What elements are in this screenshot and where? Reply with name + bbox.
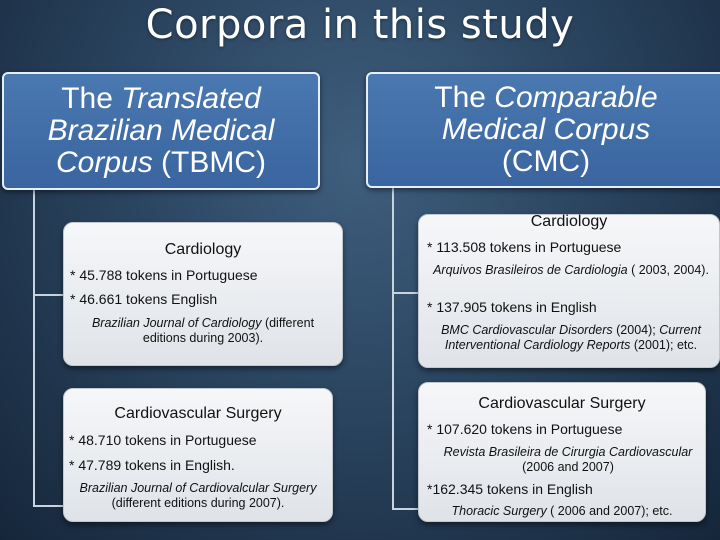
cmc-header-line2: Medical Corpus [441,113,651,146]
tokens-english: * 46.661 tokens English [70,291,218,307]
cmc-header-line3: (CMC) [501,145,591,178]
tokens-english: * 47.789 tokens in English. [69,457,235,473]
connector-line-right-card1 [392,292,418,294]
tbmc-cardiovascular-surgery-card [63,388,333,522]
tokens-portuguese: * 48.710 tokens in Portuguese [69,432,257,448]
cmc-header-box [366,72,720,188]
tokens-portuguese: * 107.620 tokens in Portuguese [427,421,623,437]
tokens-english: *162.345 tokens in English [427,481,593,497]
connector-line-left-card2 [33,505,66,507]
source-journal-english: Thoracic Surgery ( 2006 and 2007); etc. [451,504,673,518]
cmc-header-line1: The Comparable [434,81,658,114]
tbmc-header-line3: Corpus (TBMC) [55,146,267,179]
source-journal-portuguese: Revista Brasileira de Cirurgia Cardiovascular (2006 and 2007) [443,445,693,474]
connector-line-right-card2 [392,508,418,510]
source-journal-english: BMC Cardiovascular Disorders (2004); Current Interventional Cardiology Reports (2001); etc. [441,323,701,352]
card-title: Cardiovascular Surgery [478,395,646,412]
card-title: Cardiology [530,213,608,230]
tokens-portuguese: * 45.788 tokens in Portuguese [70,267,258,283]
connector-line-left-card1 [33,294,66,296]
tbmc-cardiology-card [63,222,343,366]
card-title: Cardiology [164,241,242,258]
connector-line-right-vertical [392,184,394,510]
tbmc-header-box [2,72,320,190]
source-journal-portuguese: Arquivos Brasileiros de Cardiologia ( 2003, 2004). [433,263,709,277]
tbmc-header-line1: The Translated [61,82,261,115]
tbmc-header-line2: Brazilian Medical [47,114,275,147]
source-journal: Brazilian Journal of Cardiology (different editions during 2003). [91,316,315,345]
cmc-cardiology-card [418,214,720,368]
card-title: Cardiovascular Surgery [114,405,282,422]
connector-line-left-vertical [33,186,35,506]
source-journal: Brazilian Journal of Cardiovalcular Surgery (different editions during 2007). [79,481,317,510]
slide-title: Corpora in this study [145,2,575,48]
tokens-portuguese: * 113.508 tokens in Portuguese [427,239,622,255]
tokens-english: * 137.905 tokens in English [427,299,597,315]
cmc-cardiovascular-surgery-card [418,382,706,522]
